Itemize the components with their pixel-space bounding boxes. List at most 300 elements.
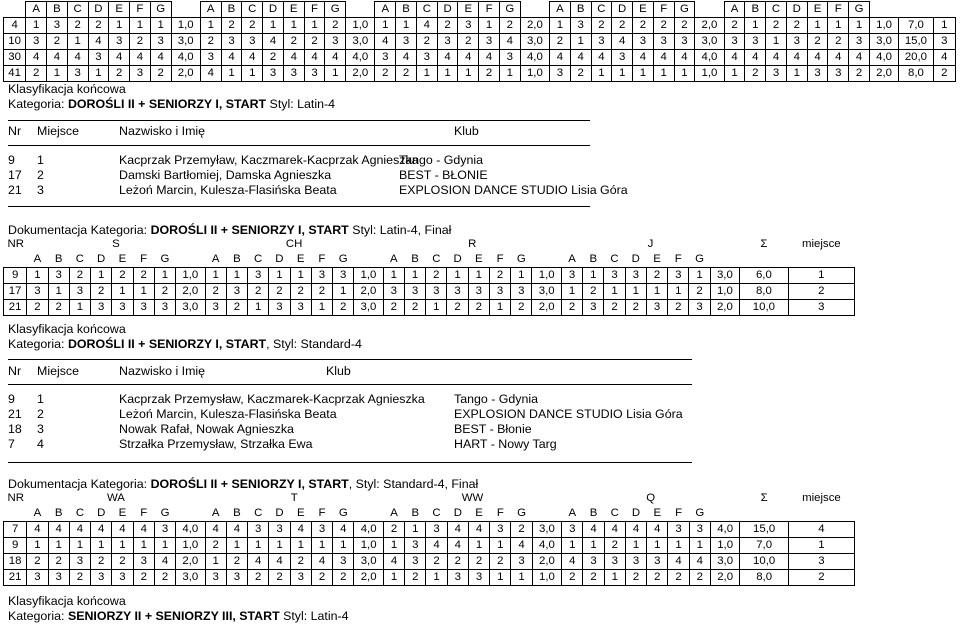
table-cell: [532, 506, 561, 522]
rank-nr: 18: [8, 422, 22, 436]
list-item: [8, 437, 728, 452]
table-cell: 2: [653, 18, 674, 34]
table-cell: 3: [689, 522, 710, 538]
rank-miejsce: 4: [37, 437, 44, 451]
table-cell: [710, 506, 739, 522]
table-cell: 4: [416, 18, 437, 34]
table-cell: C: [766, 2, 787, 18]
table-cell: 3: [570, 18, 591, 34]
table-cell: 1: [404, 268, 425, 284]
table-cell: 4: [604, 522, 625, 538]
table-cell: 4: [458, 50, 479, 66]
table-cell: 3: [154, 522, 175, 538]
table-cell: F: [479, 2, 500, 18]
table-cell: 9: [4, 538, 27, 554]
table-cell: 2: [383, 300, 404, 316]
table-cell: Σ: [760, 492, 768, 504]
table-cell: 1: [48, 538, 69, 554]
table-cell: 2: [668, 300, 689, 316]
table-cell: F: [674, 253, 682, 265]
table-cell: B: [589, 253, 598, 265]
table-cell: 3: [653, 34, 674, 50]
table-cell: 4,0: [869, 50, 898, 66]
table-cell: D: [275, 507, 284, 519]
table-cell: 2: [248, 284, 269, 300]
table-cell: 41: [4, 66, 26, 82]
table-cell: 3: [304, 66, 325, 82]
table-cell: 4: [26, 50, 47, 66]
table-cell: S: [112, 238, 120, 250]
table-cell: 4,0: [532, 538, 561, 554]
table-cell: 3: [647, 554, 668, 570]
table-cell: 1: [47, 66, 68, 82]
table-cell: 4,0: [695, 50, 724, 66]
table-cell: 4: [133, 522, 154, 538]
rank-klub: EXPLOSION DANCE STUDIO Lisia Góra: [399, 183, 628, 197]
table-cell: 3: [130, 66, 151, 82]
table-cell: 3: [437, 34, 458, 50]
table-cell: 1: [591, 66, 612, 82]
table-cell: 4: [47, 50, 68, 66]
section1-heading: Klasyfikacja końcowa: [8, 82, 126, 96]
table-cell: 4: [933, 50, 955, 66]
table-cell: A: [26, 2, 47, 18]
table-cell: 1: [311, 538, 332, 554]
table-row: [4, 554, 855, 570]
table-cell: 1: [583, 268, 604, 284]
table-cell: 2: [333, 300, 354, 316]
table-cell: 2: [150, 66, 171, 82]
table-cell: G: [674, 2, 695, 18]
table-cell: 2: [788, 284, 854, 300]
table-cell: 3: [633, 34, 654, 50]
table-cell: 3: [112, 300, 133, 316]
table-cell: 3: [133, 554, 154, 570]
table-cell: 4: [248, 554, 269, 570]
table-cell: 2,0: [532, 554, 561, 570]
table-cell: G: [695, 253, 704, 265]
table-cell: 3: [788, 554, 854, 570]
table-cell: 1: [646, 284, 667, 300]
table-cell: 1: [91, 538, 112, 554]
table-cell: E: [807, 2, 828, 18]
table-cell: 1: [133, 284, 154, 300]
table-cell: 3: [766, 66, 787, 82]
doc2-score-table: [3, 491, 855, 586]
table-cell: 1,0: [520, 66, 549, 82]
table-cell: 1: [788, 268, 854, 284]
table-cell: E: [296, 253, 305, 265]
table-cell: 2: [248, 570, 269, 586]
table-cell: 3: [405, 538, 426, 554]
table-cell: 2: [221, 18, 242, 34]
table-cell: 2: [325, 18, 346, 34]
table-cell: 10: [4, 34, 26, 50]
table-cell: 1: [88, 66, 109, 82]
list-item: [8, 168, 708, 183]
rank-miejsce: 3: [37, 422, 44, 436]
table-cell: 4: [591, 50, 612, 66]
table-cell: 1: [333, 284, 354, 300]
table-cell: E: [653, 507, 662, 519]
section2-columns: Nr Miejsce Nazwisko i Imię Klub: [8, 364, 351, 378]
table-cell: [354, 252, 383, 268]
table-cell: 3,0: [695, 34, 724, 50]
table-cell: 2: [26, 66, 47, 82]
table-cell: 1: [248, 538, 269, 554]
table-cell: 2: [27, 554, 48, 570]
table-cell: 2: [612, 18, 633, 34]
table-cell: 3: [511, 554, 532, 570]
rank-klub: HART - Nowy Targ: [454, 437, 557, 451]
table-cell: 1: [849, 18, 870, 34]
table-cell: 1: [490, 570, 511, 586]
table-cell: 3: [205, 300, 226, 316]
table-cell: 2: [263, 50, 284, 66]
table-cell: [4, 252, 27, 268]
table-cell: 3: [248, 268, 269, 284]
table-cell: 2: [689, 284, 710, 300]
table-cell: 2: [550, 34, 571, 50]
table-cell: 4: [226, 522, 247, 538]
table-cell: 3: [311, 268, 332, 284]
table-cell: 2: [69, 268, 90, 284]
table-cell: 4: [689, 554, 710, 570]
table-cell: [740, 252, 789, 268]
table-cell: 4: [109, 50, 130, 66]
table-cell: 4: [426, 538, 447, 554]
table-cell: C: [75, 253, 85, 265]
table-cell: D: [97, 253, 106, 265]
table-cell: F: [496, 507, 504, 519]
table-cell: E: [475, 507, 483, 519]
table-cell: 4: [674, 50, 695, 66]
table-cell: 1: [479, 18, 500, 34]
table-cell: 3: [583, 554, 604, 570]
rank-klub: BEST - BŁONIE: [399, 168, 488, 182]
table-cell: 4: [333, 522, 354, 538]
table-cell: 3: [933, 34, 955, 50]
table-cell: 3: [689, 300, 710, 316]
table-cell: 3: [447, 284, 468, 300]
table-cell: 1: [468, 268, 489, 284]
table-cell: 4: [437, 50, 458, 66]
table-cell: [520, 2, 549, 18]
table-cell: C: [610, 507, 619, 519]
table-cell: 3: [788, 300, 854, 316]
table-cell: A: [211, 507, 220, 519]
table-cell: 2,0: [869, 66, 898, 82]
table-cell: 1: [290, 538, 311, 554]
table-cell: 1: [263, 18, 284, 34]
table-cell: 4: [479, 50, 500, 66]
table-cell: 3: [290, 300, 311, 316]
table-cell: 3: [109, 34, 130, 50]
table-cell: 4: [647, 522, 668, 538]
table-cell: D: [453, 253, 462, 265]
rank-nazwisko: Leżoń Marcin, Kulesza-Flasińska Beata: [119, 407, 337, 421]
table-cell: 2: [646, 268, 667, 284]
table-cell: 3: [604, 268, 625, 284]
table-cell: 3,0: [346, 34, 375, 50]
doc2-title: Dokumentacja Kategoria: DOROŚLI II + SENIORZY I, START, Styl: Standard-4, Finał: [8, 477, 479, 491]
table-cell: 1: [933, 18, 955, 34]
table-cell: [354, 506, 383, 522]
table-cell: 1: [383, 538, 404, 554]
table-cell: 3: [562, 522, 583, 538]
table-cell: 1: [133, 538, 154, 554]
table-cell: 1: [511, 268, 532, 284]
table-cell: C: [416, 2, 437, 18]
table-cell: 3: [226, 570, 247, 586]
table-cell: 3,0: [532, 522, 561, 538]
table-cell: G: [695, 507, 705, 519]
table-cell: F: [496, 253, 504, 265]
table-cell: 2: [499, 18, 520, 34]
table-cell: 1: [562, 538, 583, 554]
table-cell: 1: [311, 300, 332, 316]
table-cell: 3: [426, 522, 447, 538]
table-cell: F: [140, 253, 148, 265]
table-cell: 1: [604, 570, 625, 586]
table-cell: 1: [468, 538, 489, 554]
table-cell: F: [318, 507, 326, 519]
table-cell: 2: [47, 34, 68, 50]
table-cell: 3: [625, 554, 646, 570]
table-cell: 1: [653, 66, 674, 82]
table-cell: 3: [490, 522, 511, 538]
table-cell: C: [432, 253, 441, 265]
table-cell: 2: [311, 570, 332, 586]
table-cell: [171, 2, 200, 18]
table-cell: G: [325, 2, 346, 18]
table-cell: F: [675, 507, 683, 519]
table-cell: 1: [48, 284, 69, 300]
table-cell: 4: [447, 538, 468, 554]
table-cell: 4: [788, 522, 854, 538]
table-cell: 2: [396, 66, 417, 82]
table-cell: 1: [383, 268, 404, 284]
table-cell: 2: [633, 18, 654, 34]
table-cell: 4,0: [710, 522, 739, 538]
table-row: [4, 300, 855, 316]
table-cell: B: [589, 507, 598, 519]
table-cell: E: [458, 2, 479, 18]
table-cell: 1: [290, 268, 311, 284]
table-cell: 2: [807, 34, 828, 50]
table-cell: 4: [200, 66, 221, 82]
table-cell: F: [130, 2, 151, 18]
table-cell: 3,0: [354, 300, 383, 316]
table-cell: 1: [807, 18, 828, 34]
table-cell: 2,0: [520, 18, 549, 34]
table-cell: 1: [221, 66, 242, 82]
table-cell: 2: [283, 34, 304, 50]
table-cell: 1: [383, 570, 404, 586]
table-cell: 2: [269, 570, 290, 586]
table-cell: 1: [766, 34, 787, 50]
table-cell: 2: [405, 570, 426, 586]
table-cell: 2: [205, 284, 226, 300]
table-cell: 2: [242, 18, 263, 34]
table-cell: 2: [668, 570, 689, 586]
table-cell: 1: [458, 66, 479, 82]
table-row: [4, 570, 855, 586]
table-cell: C: [432, 507, 441, 519]
table-cell: A: [375, 2, 396, 18]
table-cell: 2: [570, 66, 591, 82]
table-cell: 1: [242, 66, 263, 82]
table-cell: C: [254, 507, 263, 519]
table-cell: 2: [647, 570, 668, 586]
table-cell: 1: [205, 268, 226, 284]
divider: [8, 384, 692, 385]
table-cell: 2: [69, 570, 90, 586]
table-cell: 1: [325, 66, 346, 82]
table-cell: D: [631, 507, 641, 519]
table-cell: 4: [745, 50, 766, 66]
table-cell: 4: [633, 50, 654, 66]
section3-heading: Klasyfikacja końcowa: [8, 594, 126, 608]
table-cell: 3: [263, 66, 284, 82]
table-cell: 4: [570, 50, 591, 66]
table-cell: 2: [333, 570, 354, 586]
table-cell: E: [653, 253, 661, 265]
table-cell: 4: [724, 50, 745, 66]
table-cell: 2: [290, 284, 311, 300]
table-cell: 3,0: [710, 554, 739, 570]
table-cell: 4,0: [346, 50, 375, 66]
table-cell: B: [411, 253, 419, 265]
table-cell: 2: [511, 300, 532, 316]
table-cell: 4: [653, 50, 674, 66]
table-cell: Q: [646, 492, 656, 504]
table-cell: 8,0: [740, 570, 789, 586]
table-cell: [695, 2, 724, 18]
table-header-row: [4, 237, 855, 252]
table-cell: 3,0: [171, 34, 200, 50]
table-cell: F: [653, 2, 674, 18]
table-cell: 4: [625, 522, 646, 538]
table-cell: 2: [226, 554, 247, 570]
table-cell: 4: [242, 50, 263, 66]
table-cell: G: [516, 253, 526, 265]
table-cell: 4: [849, 50, 870, 66]
table-cell: [176, 506, 205, 522]
rank-nazwisko: Damski Bartłomiej, Damska Agnieszka: [119, 168, 332, 182]
table-row: [4, 66, 956, 82]
table-cell: 4: [88, 34, 109, 50]
rank-miejsce: 1: [37, 153, 44, 167]
table-cell: 3: [242, 34, 263, 50]
table-cell: 3: [489, 284, 510, 300]
table-cell: 7,0: [899, 18, 933, 34]
table-cell: 3,0: [354, 554, 383, 570]
table-cell: 2: [290, 554, 311, 570]
table-cell: 1,0: [532, 268, 561, 284]
table-cell: E: [118, 253, 127, 265]
table-cell: 3: [828, 66, 849, 82]
section2-heading: Klasyfikacja końcowa: [8, 322, 126, 336]
table-cell: 1: [499, 66, 520, 82]
table-cell: 3: [561, 268, 582, 284]
table-cell: G: [338, 253, 348, 265]
table-cell: 3: [48, 570, 69, 586]
table-cell: 2,0: [176, 284, 205, 300]
table-cell: 3: [724, 34, 745, 50]
table-cell: C: [254, 253, 263, 265]
table-cell: 3: [226, 284, 247, 300]
table-cell: 4: [48, 522, 69, 538]
table-cell: [346, 2, 375, 18]
table-cell: F: [304, 2, 325, 18]
table-cell: 2,0: [695, 18, 724, 34]
table-cell: 2: [766, 18, 787, 34]
table-cell: 3: [668, 522, 689, 538]
table-cell: 2: [27, 300, 48, 316]
table-cell: 1,0: [695, 66, 724, 82]
table-cell: 3: [69, 554, 90, 570]
table-cell: 2: [490, 554, 511, 570]
table-cell: 1: [490, 538, 511, 554]
table-cell: 17: [4, 284, 27, 300]
table-cell: 2: [416, 34, 437, 50]
table-cell: 2: [133, 268, 154, 284]
table-cell: WW: [461, 492, 484, 504]
list-item: [8, 153, 708, 168]
table-cell: 4: [375, 34, 396, 50]
table-cell: 4: [786, 50, 807, 66]
table-header-row: [4, 252, 855, 268]
table-cell: 3: [269, 522, 290, 538]
table-cell: 1: [612, 66, 633, 82]
table-cell: 4: [4, 18, 26, 34]
table-cell: A: [33, 253, 42, 265]
table-cell: 1: [304, 18, 325, 34]
table-cell: 1,0: [176, 538, 205, 554]
table-cell: NR: [7, 492, 24, 504]
table-cell: 1,0: [354, 268, 383, 284]
rank-klub: BEST - Błonie: [454, 422, 532, 436]
table-cell: 8,0: [899, 66, 933, 82]
table-cell: 1: [226, 268, 247, 284]
table-cell: 3: [325, 34, 346, 50]
table-cell: 1: [689, 268, 710, 284]
table-cell: C: [242, 2, 263, 18]
rank-klub: EXPLOSION DANCE STUDIO Lisia Góra: [454, 407, 683, 421]
table-cell: 3: [591, 34, 612, 50]
table-cell: 4: [69, 522, 90, 538]
table-cell: 2: [849, 66, 870, 82]
list-item: [8, 183, 708, 198]
table-cell: 2: [447, 300, 468, 316]
table-cell: 2: [226, 300, 247, 316]
table-cell: 2: [561, 300, 582, 316]
table-cell: A: [211, 253, 220, 265]
table-cell: E: [296, 507, 305, 519]
table-header-row: [4, 506, 855, 522]
table-cell: 1,0: [869, 18, 898, 34]
table-cell: 4: [91, 522, 112, 538]
table-cell: 2: [583, 570, 604, 586]
table-cell: 1: [625, 284, 646, 300]
table-cell: 3: [375, 50, 396, 66]
table-cell: 3,0: [532, 284, 561, 300]
table-cell: 3: [396, 34, 417, 50]
table-cell: 1: [625, 538, 646, 554]
rank-nazwisko: Kacprzak Przemyław, Kaczmarek-Kacprzak Agnieszka: [119, 153, 419, 167]
rank-nazwisko: Leżoń Marcin, Kulesza-Flasińska Beata: [119, 183, 337, 197]
